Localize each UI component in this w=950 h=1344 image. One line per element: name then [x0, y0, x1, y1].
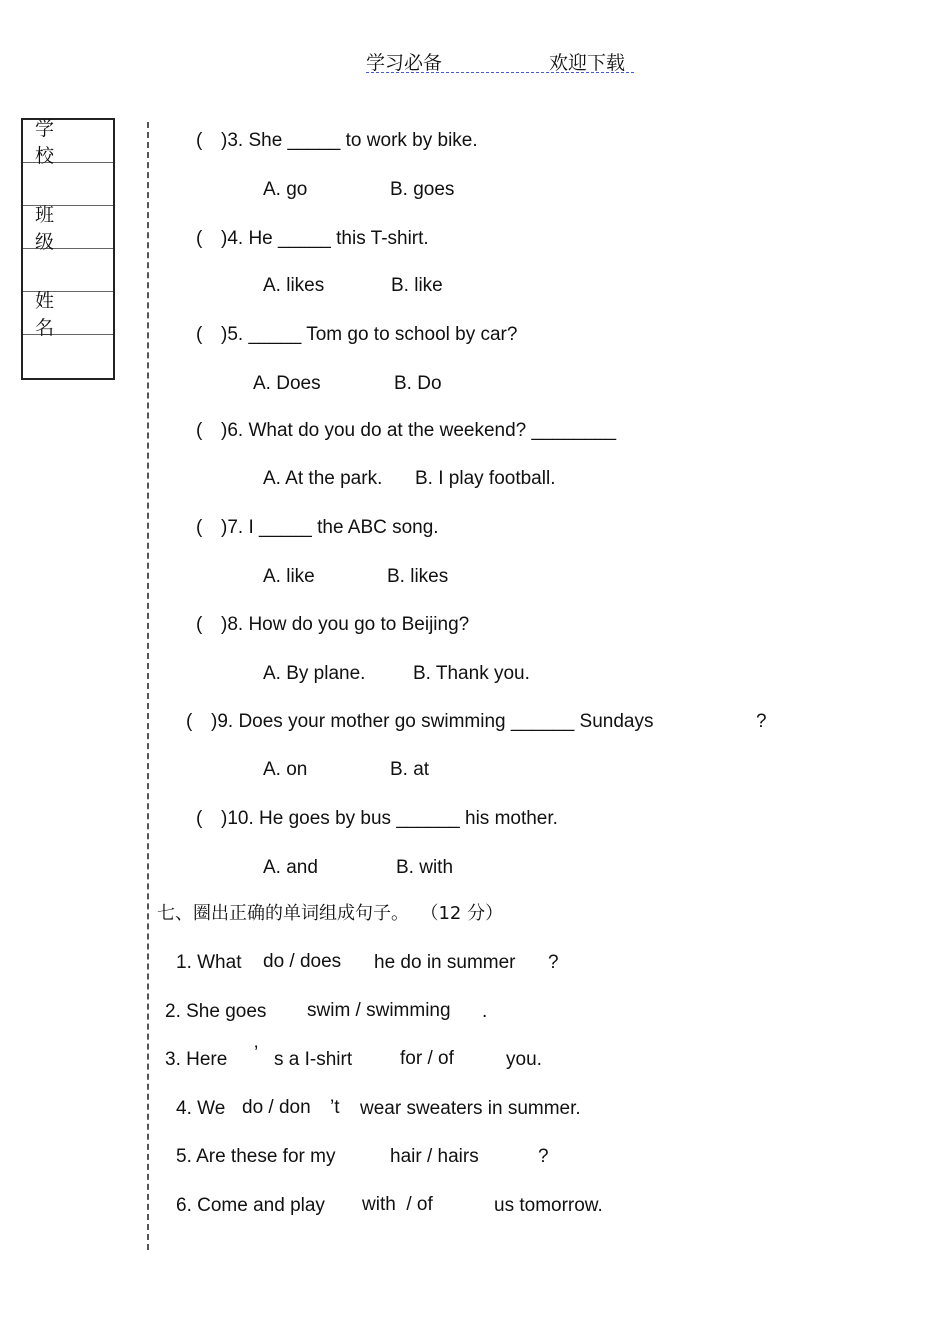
- sentence-part: 1. What: [176, 952, 242, 973]
- answer-paren: (: [186, 711, 193, 732]
- sentence-part: .: [482, 1001, 488, 1022]
- sentence-part: 4. We: [176, 1098, 226, 1119]
- question-stem: )7. I _____ the ABC song.: [221, 517, 439, 538]
- sentence-part: 3. Here: [165, 1049, 228, 1070]
- word-choice[interactable]: for / of: [400, 1048, 454, 1069]
- sentence-part: us tomorrow.: [494, 1195, 603, 1216]
- question-stem: )9. Does your mother go swimming ______ Sundays: [211, 711, 654, 732]
- question-stem: )4. He _____ this T-shirt.: [221, 228, 429, 249]
- sentence-part: he do in summer: [374, 952, 516, 973]
- sentence-part: 5. Are these for my: [176, 1146, 336, 1167]
- sentence-part: 6. Come and play: [176, 1195, 325, 1216]
- option-b: B. likes: [387, 566, 449, 587]
- option-a: A. and: [263, 857, 318, 878]
- answer-paren: (: [196, 324, 203, 345]
- sentence-part: wear sweaters in summer.: [360, 1098, 581, 1119]
- question-mark: ?: [756, 711, 767, 732]
- school-label: 学 校: [23, 120, 113, 163]
- sentence-part: you.: [506, 1049, 542, 1070]
- option-a: A. Does: [253, 373, 321, 394]
- option-a: A. on: [263, 759, 308, 780]
- section-title: 七、圈出正确的单词组成句子。 （12 分）: [157, 903, 504, 924]
- option-b: B. with: [396, 857, 454, 878]
- sentence-part: ?: [548, 952, 559, 973]
- sentence-part: ’: [254, 1043, 259, 1064]
- student-info-table: [21, 118, 115, 380]
- option-a: A. go: [263, 179, 308, 200]
- class-label: 班 级: [23, 206, 113, 249]
- question-stem: )10. He goes by bus ______ his mother.: [221, 808, 558, 829]
- option-a: A. At the park.: [263, 468, 383, 489]
- binding-line: [147, 122, 149, 1250]
- sentence-part: s a I-shirt: [274, 1049, 353, 1070]
- word-choice[interactable]: do / don: [242, 1097, 311, 1118]
- answer-paren: (: [196, 228, 203, 249]
- question-stem: )8. How do you go to Beijing?: [221, 614, 470, 635]
- header-underline: [366, 72, 634, 73]
- answer-paren: (: [196, 808, 203, 829]
- option-a: A. By plane.: [263, 663, 366, 684]
- option-b: B. like: [391, 275, 443, 296]
- sentence-part: ’t: [330, 1097, 340, 1118]
- answer-paren: (: [196, 420, 203, 441]
- option-b: B. Thank you.: [413, 663, 530, 684]
- name-field[interactable]: [23, 335, 113, 378]
- option-a: A. likes: [263, 275, 325, 296]
- question-stem: )5. _____ Tom go to school by car?: [221, 324, 518, 345]
- word-choice[interactable]: swim / swimming: [307, 1000, 451, 1021]
- question-stem: )3. She _____ to work by bike.: [221, 130, 478, 151]
- sentence-part: 2. She goes: [165, 1001, 267, 1022]
- sentence-part: ?: [538, 1146, 549, 1167]
- page-header-left: 学习必备: [366, 52, 443, 74]
- option-b: B. Do: [394, 373, 442, 394]
- answer-paren: (: [196, 130, 203, 151]
- word-choice[interactable]: hair / hairs: [390, 1146, 479, 1167]
- word-choice[interactable]: do / does: [263, 951, 342, 972]
- option-b: B. goes: [390, 179, 455, 200]
- word-choice[interactable]: with / of: [362, 1194, 433, 1215]
- option-b: B. I play football.: [415, 468, 556, 489]
- option-a: A. like: [263, 566, 315, 587]
- answer-paren: (: [196, 517, 203, 538]
- name-label: 姓 名: [23, 292, 113, 335]
- page-header-right: 欢迎下载: [549, 52, 626, 74]
- option-b: B. at: [390, 759, 430, 780]
- question-stem: )6. What do you do at the weekend? ________: [221, 420, 617, 441]
- answer-paren: (: [196, 614, 203, 635]
